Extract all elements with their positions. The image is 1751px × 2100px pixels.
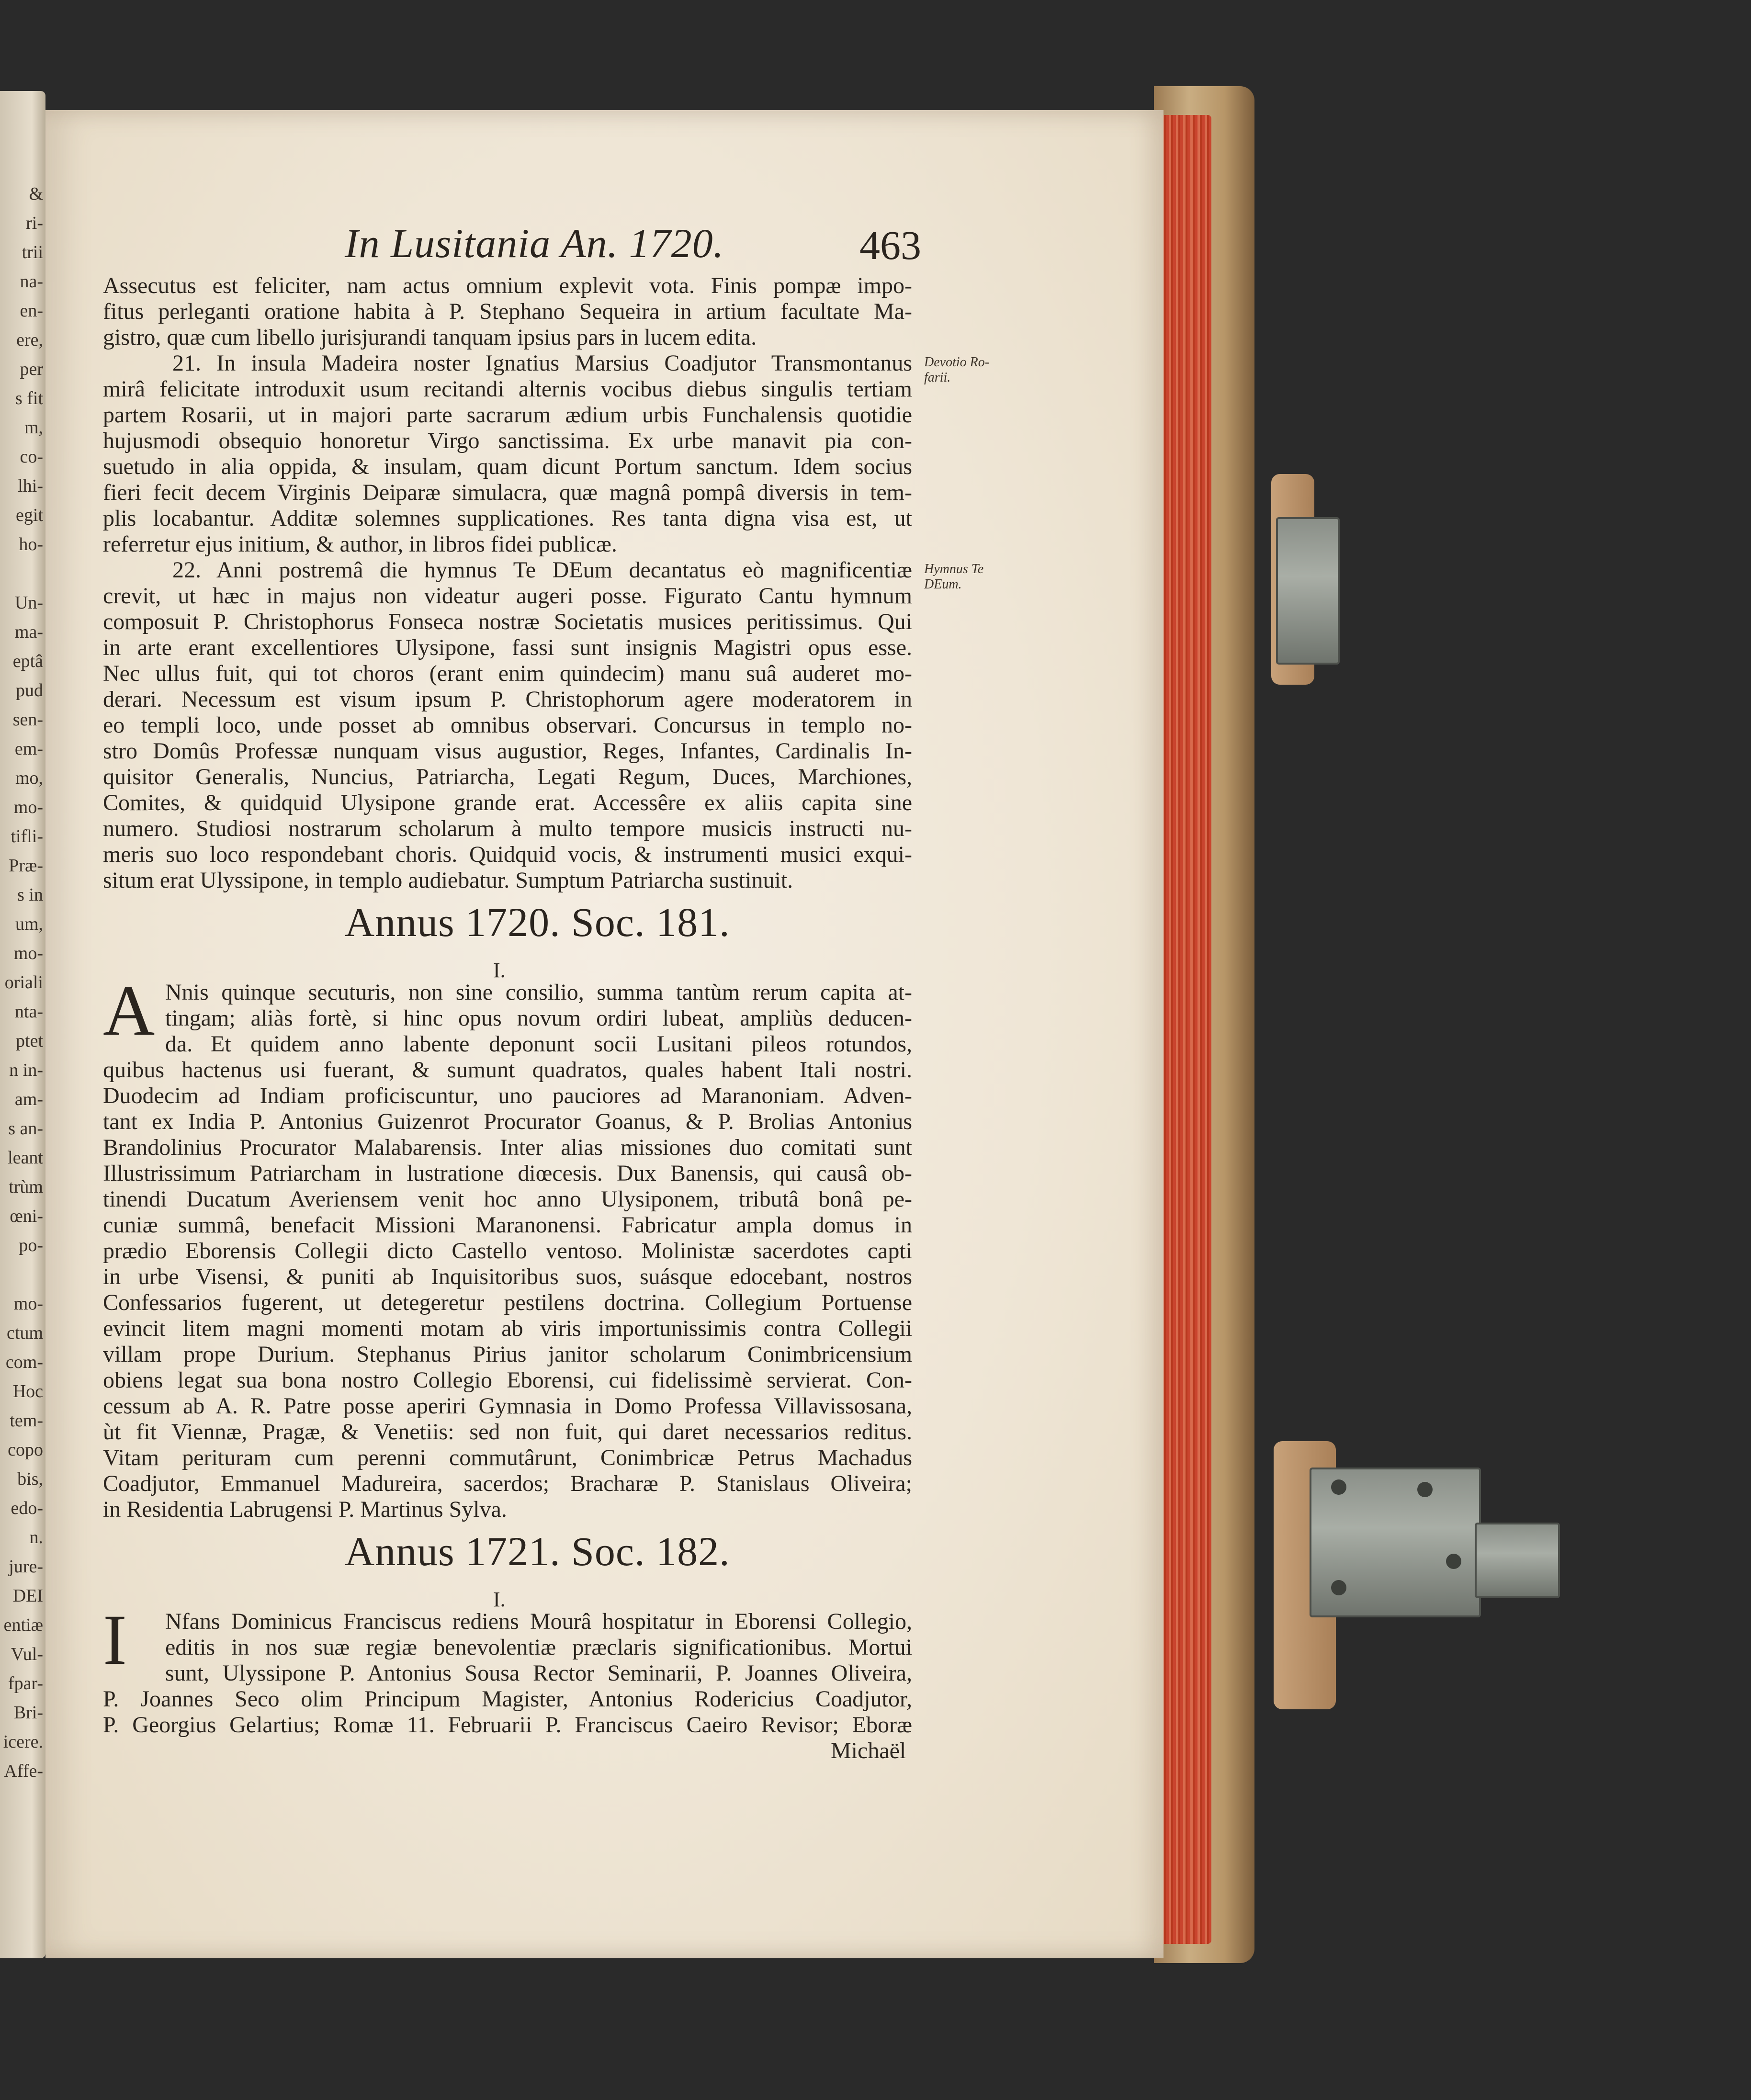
text-line: Coadjutor, Emmanuel Madureira, sacerdos; Bracharæ P. Stanislaus Oliveira;	[103, 1471, 912, 1496]
drop-cap: I	[103, 1600, 127, 1680]
text-line: editis in nos suæ regiæ benevolentiæ præclaris significationibus. Mortui	[165, 1635, 912, 1660]
left-page-fragment: ho-	[19, 534, 43, 554]
left-page-fragment: s an-	[8, 1118, 43, 1139]
text-line: in Residentia Labrugensi P. Martinus Sylva.	[103, 1497, 507, 1522]
left-page-fragment: s in	[17, 885, 43, 905]
left-page-fragment: com-	[5, 1352, 43, 1372]
clasp-rivet	[1331, 1580, 1346, 1595]
text-line: 21. In insula Madeira noster Ignatius Marsius Coadjutor Transmontanus	[172, 350, 912, 376]
left-page-fragment: mo-	[13, 797, 43, 817]
text-line: stro Domûs Professæ nunquam visus augustior, Reges, Infantes, Cardinalis In-	[103, 738, 912, 764]
left-page-fragment: Vul-	[11, 1644, 43, 1664]
left-page-fragment: sen-	[12, 710, 43, 730]
left-page-fragment: um,	[15, 914, 43, 934]
text-line: derari. Necessum est visum ipsum P. Christophorum agere moderatorem in	[103, 687, 912, 712]
left-page-fragment: co-	[20, 447, 43, 467]
left-page-fragment: s fit	[15, 388, 43, 408]
left-page-fragment: tifli-	[11, 826, 43, 847]
left-page-fragment: Præ-	[9, 856, 43, 876]
left-page-fragment: am-	[14, 1089, 43, 1109]
text-line: sunt, Ulyssipone P. Antonius Sousa Rector Seminarii, P. Joannes Oliveira,	[165, 1660, 912, 1686]
margin-note: Devotio Ro-	[924, 355, 990, 370]
text-line: tinendi Ducatum Averiensem venit hoc anno Ulysiponem, tributâ bonâ pe-	[103, 1186, 912, 1212]
running-head: In Lusitania An. 1720.	[345, 220, 724, 266]
text-line: quibus hactenus usi fuerant, & sumunt quadratos, quales habent Itali nostri.	[103, 1057, 912, 1083]
text-line: plis locabantur. Additæ solemnes supplicationes. Res tanta digna visa est, ut	[103, 506, 912, 531]
left-page-fragment: n.	[29, 1527, 43, 1547]
text-line: mirâ felicitate introduxit usum recitandi alternis vocibus diebus singulis tertiam	[103, 376, 912, 402]
left-page-fragment: pud	[16, 680, 43, 700]
drop-cap: A	[103, 971, 155, 1050]
left-page-fragment: trii	[22, 242, 43, 262]
left-page-fragment: na-	[20, 271, 43, 292]
left-page-fragment: Hoc	[12, 1381, 43, 1401]
text-line: meris suo loco respondebant choris. Quidquid vocis, & instrumenti musici exqui-	[103, 842, 912, 867]
text-line: da.	[165, 1031, 193, 1057]
text-line: Vitam perituram cum perenni commutârunt, Conimbricæ Petrus Machadus	[103, 1445, 912, 1470]
left-page-fragment: mo-	[13, 943, 43, 963]
left-page-fragment: edo-	[11, 1498, 43, 1518]
text-line: villam prope Durium. Stephanus Pirius janitor scholarum Conimbricensium	[103, 1342, 912, 1367]
left-page-fragment: egit	[16, 505, 43, 525]
left-page-fragment: ctum	[7, 1323, 43, 1343]
text-line: 22. Anni postremâ die hymnus Te DEum decantatus eò magnificentiæ	[172, 557, 912, 583]
margin-note: farii.	[924, 370, 951, 385]
red-page-edges	[1159, 115, 1211, 1944]
left-page-fragment: trùm	[9, 1177, 43, 1197]
text-line: composuit P. Christophorus Fonseca nostræ Societatis musices peritissimus. Qui	[103, 609, 912, 634]
clasp-rivet	[1417, 1482, 1433, 1497]
text-line: Comites, & quidquid Ulysipone grande erat. Accessêre ex aliis capita sine	[103, 790, 912, 815]
left-page-fragment: tem-	[10, 1411, 43, 1431]
text-line: in arte erant excellentiores Ulysipone, fassi sunt insignis Magistri opus esse.	[103, 635, 912, 660]
text-line: Et quidem anno labente deponunt socii Lusitani pileos rotundos,	[211, 1031, 912, 1057]
left-page-fragment: en-	[20, 301, 43, 321]
text-line: Illustrissimum Patriarcham in lustratione diœcesis. Dux Banensis, qui causâ ob-	[103, 1161, 912, 1186]
left-page-fragment: po-	[19, 1235, 43, 1255]
left-page-fragment: ri-	[26, 213, 43, 233]
left-page-fragment: Un-	[14, 593, 43, 613]
text-line: situm erat Ulyssipone, in templo audiebatur. Sumptum Patriarcha sustinuit.	[103, 868, 793, 893]
text-line: quisitor Generalis, Nuncius, Patriarcha, Legati Regum, Duces, Marchiones,	[103, 764, 912, 790]
left-page-fragment: mo-	[13, 1294, 43, 1314]
left-page-edge	[0, 91, 45, 1958]
margin-note: DEum.	[924, 577, 962, 592]
left-page-fragment: Affe-	[4, 1761, 43, 1781]
text-line: crevit, ut hæc in majus non videatur augeri posse. Figurato Cantu hymnum	[103, 583, 912, 609]
left-page-fragment: eptâ	[12, 651, 43, 671]
text-line: suetudo in alia oppida, & insulam, quam dicunt Portum sanctum. Idem socius	[103, 454, 912, 479]
text-line: in urbe Visensi, & puniti ab Inquisitoribus suos, suásque edocebant, nostros	[103, 1264, 912, 1289]
left-page-fragment: icere.	[3, 1732, 43, 1752]
text-line: P. Joannes Seco olim Principum Magister, Antonius Rodericius Coadjutor,	[103, 1686, 912, 1712]
left-page-fragment: œni-	[10, 1206, 43, 1226]
text-line: fitus perleganti oratione habita à P. Stephano Sequeira in artium facultate Ma-	[103, 299, 912, 324]
text-line: eo templi loco, unde posset ab omnibus observari. Concursus in templo no-	[103, 712, 912, 738]
upper-clasp-plate	[1276, 517, 1340, 665]
text-line: tingam; aliàs fortè, si hinc opus novum ordiri lubeat, ampliùs deducen-	[165, 1005, 912, 1031]
left-page-fragment: jure-	[9, 1557, 43, 1577]
left-page-fragment: oriali	[4, 972, 43, 993]
left-page-fragment: DEI	[12, 1586, 43, 1606]
left-page-fragment: leant	[8, 1148, 43, 1168]
text-line: Duodecim ad Indiam proficiscuntur, uno pauciores ad Maranoniam. Adven-	[103, 1083, 912, 1108]
text-line: cessum ab A. R. Patre posse aperiri Gymnasia in Domo Professa Villavissosana,	[103, 1393, 912, 1419]
left-page-fragment: ma-	[14, 622, 43, 642]
clasp-rivet	[1331, 1479, 1346, 1495]
left-page-fragment: fpar-	[8, 1673, 43, 1694]
left-page-fragment: mo,	[15, 768, 43, 788]
text-line: Nnis quinque secuturis, non sine consilio, summa tantùm rerum capita at-	[165, 980, 912, 1005]
left-page-fragment: Bri-	[13, 1703, 43, 1723]
left-page-fragment: ptet	[16, 1031, 43, 1051]
left-page-fragment: bis,	[17, 1469, 43, 1489]
section-number: I.	[493, 959, 506, 982]
left-page-fragment: nta-	[14, 1002, 43, 1022]
text-line: Nfans Dominicus Franciscus rediens Mourâ hospitatur in Eborensi Collegio,	[165, 1609, 912, 1634]
text-line: Brandolinius Procurator Malabarensis. Inter alias missiones duo comitati sunt	[103, 1135, 912, 1160]
left-page-fragment: per	[20, 359, 43, 379]
left-page-fragment: em-	[14, 739, 43, 759]
text-line: referretur ejus initium, & author, in libros fidei publicæ.	[103, 531, 617, 557]
text-line: Nec ullus fuit, qui tot choros (erant enim quindecim) manu suâ auderet mo-	[103, 661, 912, 686]
left-page-fragment: lhi-	[18, 476, 43, 496]
text-line: obiens legat sua bona nostro Collegio Eborensi, cui fidelissimè servierat. Con-	[103, 1367, 912, 1393]
text-line: ùt fit Viennæ, Pragæ, & Venetiis: sed non fuit, qui daret necessarios reditus.	[103, 1419, 912, 1445]
text-line: fieri fecit decem Virginis Deiparæ simulacra, quæ magnâ pompâ diversis in tem-	[103, 480, 912, 505]
text-line: hujusmodi obsequio honoretur Virgo sanctissima. Ex urbe manavit pia con-	[103, 428, 912, 453]
text-line: tant ex India P. Antonius Guizenrot Procurator Goanus, & P. Brolias Antonius	[103, 1109, 912, 1134]
lower-clasp-hook	[1475, 1523, 1560, 1598]
text-line: partem Rosarii, ut in majori parte sacrarum ædium urbis Funchalensis quotidie	[103, 402, 912, 428]
left-page-fragment: &	[29, 184, 43, 204]
catchword: Michaël	[831, 1738, 906, 1763]
text-line: evincit litem magni momenti motam ab viris importunissimis contra Collegii	[103, 1316, 912, 1341]
section-heading: Annus 1720. Soc. 181.	[345, 899, 730, 945]
left-page-fragment: entiæ	[3, 1615, 43, 1635]
margin-note: Hymnus Te	[924, 562, 984, 576]
text-line: Assecutus est feliciter, nam actus omnium explevit vota. Finis pompæ impo-	[103, 273, 912, 298]
left-page-fragment: copo	[8, 1440, 43, 1460]
section-number: I.	[493, 1588, 506, 1611]
section-heading: Annus 1721. Soc. 182.	[345, 1528, 730, 1574]
text-line: cuniæ summâ, benefacit Missioni Maranonensi. Fabricatur ampla domus in	[103, 1212, 912, 1238]
clasp-rivet	[1446, 1554, 1461, 1569]
text-line: gistro, quæ cum libello jurisjurandi tanquam ipsius pars in lucem edita.	[103, 325, 757, 350]
page-number: 463	[859, 222, 921, 268]
text-line: Confessarios fugerent, ut detegeretur pestilens doctrina. Collegium Portuense	[103, 1290, 912, 1315]
text-line: prædio Eborensis Collegii dicto Castello ventoso. Molinistæ sacerdotes capti	[103, 1238, 912, 1264]
left-page-fragment: ere,	[16, 330, 43, 350]
text-line: numero. Studiosi nostrarum scholarum à multo tempore musicis instructi nu-	[103, 816, 912, 841]
text-line: P. Georgius Gelartius; Romæ 11. Februarii P. Franciscus Caeiro Revisor; Eboræ	[103, 1712, 912, 1738]
left-page-fragment: n in-	[9, 1060, 43, 1080]
left-page-fragment: m,	[24, 418, 43, 438]
